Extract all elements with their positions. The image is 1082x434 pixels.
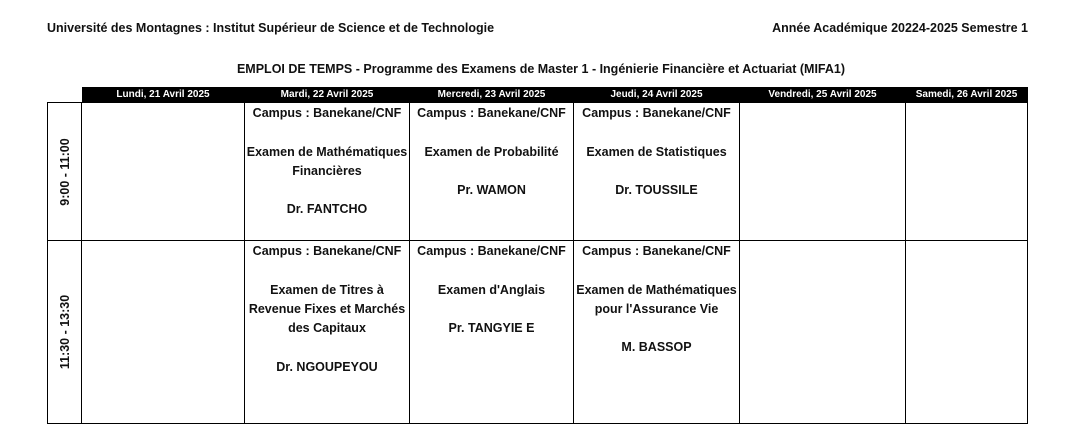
slot-row-morning [48,103,1028,241]
day-header-friday: Vendredi, 25 Avril 2025 [740,87,906,103]
exam-cell-empty [906,103,1028,241]
exam-campus: Campus : Banekane/CNF [417,244,566,258]
exam-campus: Campus : Banekane/CNF [582,244,731,258]
exam-cell [574,103,740,241]
exam-subject: Examen de Probabilité [424,144,559,159]
document-title: EMPLOI DE TEMPS - Programme des Examens de Master 1 - Ingénierie Financière et Actuariat (MIFA1) [236,62,846,76]
exam-campus: Campus : Banekane/CNF [252,244,402,258]
header-corner [48,87,82,103]
exam-cell-empty [740,241,906,424]
exam-teacher: M. BASSOP [621,340,692,355]
exam-cell [574,241,740,424]
exam-subject: Examen de Titres à Revenue Fixes et Marchés des Capitaux [248,282,406,336]
exam-timetable [47,87,1028,424]
day-header-monday: Lundi, 21 Avril 2025 [82,87,245,103]
time-slot-cell [48,241,82,424]
day-header-tuesday: Mardi, 22 Avril 2025 [245,87,410,103]
time-slot-cell [48,103,82,241]
exam-campus: Campus : Banekane/CNF [417,106,566,120]
exam-campus: Campus : Banekane/CNF [252,106,402,120]
academic-year: Année Académique 20224-2025 Semestre 1 [772,21,1028,35]
exam-subject: Examen de Mathématiques Financières [246,144,408,178]
exam-subject: Examen d'Anglais [437,282,546,297]
day-header-saturday: Samedi, 26 Avril 2025 [906,87,1028,103]
exam-cell-empty [82,241,245,424]
day-header-wednesday: Mercredi, 23 Avril 2025 [410,87,574,103]
exam-subject: Examen de Mathématiques pour l'Assurance Vie [576,282,737,316]
time-slot-label: 11:30 - 13:30 [57,294,72,370]
exam-subject: Examen de Statistiques [586,144,727,159]
slot-row-midday [48,241,1028,424]
exam-cell-empty [82,103,245,241]
exam-cell [245,241,410,424]
exam-teacher: Pr. WAMON [457,183,526,198]
institution-name: Université des Montagnes : Institut Supérieur de Science et de Technologie [47,21,495,35]
exam-campus: Campus : Banekane/CNF [582,106,731,120]
exam-cell-empty [740,103,906,241]
day-header-row [48,87,1028,103]
exam-teacher: Dr. FANTCHO [286,202,368,217]
exam-cell [410,241,574,424]
exam-cell [410,103,574,241]
exam-teacher: Dr. NGOUPEYOU [276,359,378,374]
day-header-thursday: Jeudi, 24 Avril 2025 [574,87,740,103]
exam-cell-empty [906,241,1028,424]
time-slot-label: 9:00 - 11:00 [57,137,72,206]
exam-teacher: Dr. TOUSSILE [615,183,698,198]
exam-teacher: Pr. TANGYIE E [448,321,535,336]
exam-cell [245,103,410,241]
